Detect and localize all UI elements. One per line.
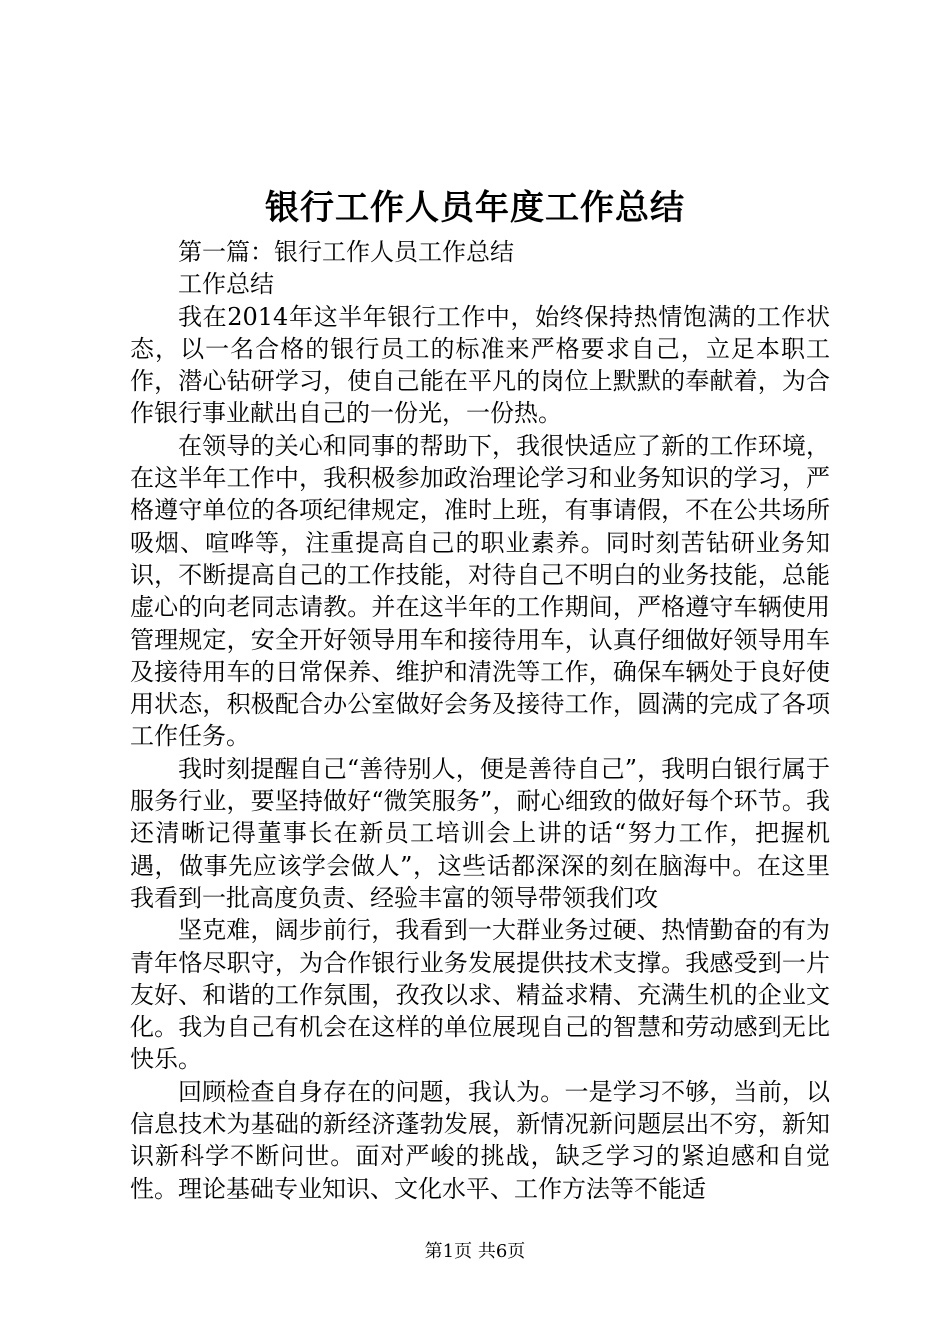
document-body — [130, 236, 830, 1205]
document-title: 银行工作人员年度工作总结 — [265, 188, 685, 228]
page-footer: 第1页 共6页 — [424, 1241, 526, 1262]
paragraph-section-heading: 第一篇：银行工作人员工作总结 — [178, 238, 514, 266]
paragraph: 回顾检查自身存在的问题，我认为。一是学习不够，当前，以信息技术为基础的新经济蓬勃发展，新情况新问题层出不穷，新知识新科学不断问世。面对严峻的挑战，缺乏学习的紧迫感和自觉性。理论基础专业知识、文化水平、工作方法等不能适 — [130, 1077, 830, 1203]
paragraph: 在领导的关心和同事的帮助下，我很快适应了新的工作环境，在这半年工作中，我积极参加政治理论学习和业务知识的学习，严格遵守单位的各项纪律规定，准时上班，有事请假，不在公共场所吸烟、喧哗等，注重提高自己的职业素养。同时刻苦钻研业务知识，不断提高自己的工作技能，对待自己不明白的业务技能，总能虚心的向老同志请教。并在这半年的工作期间，严格遵守车辆使用管理规定，安全开好领导用车和接待用车，认真仔细做好领导用车及接待用车的日常保养、维护和清洗等工作，确保车辆处于良好使用状态，积极配合办公室做好会务及接待工作，圆满的完成了各项工作任务。 — [130, 431, 830, 751]
paragraph: 坚克难，阔步前行，我看到一大群业务过硬、热情勤奋的有为青年恪尽职守，为合作银行业务发展提供技术支撑。我感受到一片友好、和谐的工作氛围，孜孜以求、精益求精、充满生机的企业文化。我为自己有机会在这样的单位展现自己的智慧和劳动感到无比快乐。 — [130, 916, 830, 1074]
paragraph: 我在2014年这半年银行工作中，始终保持热情饱满的工作状态，以一名合格的银行员工的标准来严格要求自己，立足本职工作，潜心钻研学习，使自己能在平凡的岗位上默默的奉献着，为合作银行事业献出自己的一份光，一份热。 — [130, 302, 830, 428]
paragraph-subheading: 工作总结 — [178, 270, 274, 299]
paragraph: 我时刻提醒自己“善待别人，便是善待自己”，我明白银行属于服务行业，要坚持做好“微笑服务”，耐心细致的做好每个环节。我还清晰记得董事长在新员工培训会上讲的话“努力工作，把握机遇，做事先应该学会做人”，这些话都深深的刻在脑海中。在这里我看到一批高度负责、经验丰富的领导带领我们攻 — [130, 754, 830, 912]
